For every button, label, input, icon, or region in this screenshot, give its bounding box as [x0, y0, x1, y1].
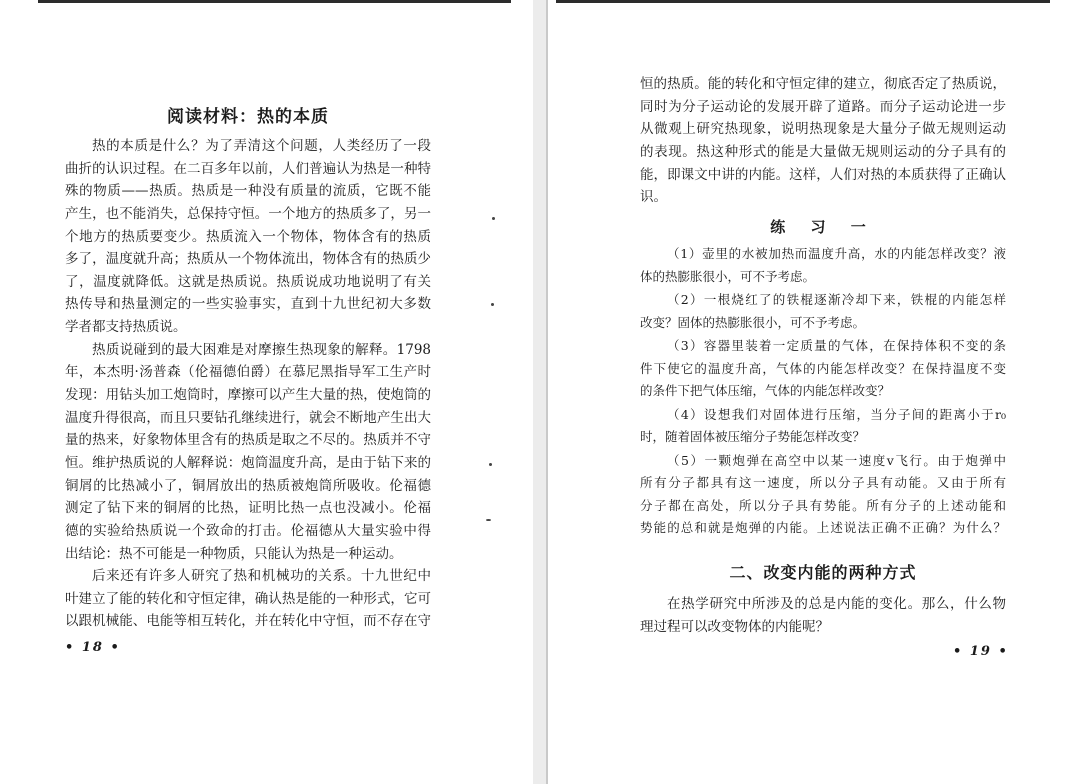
scan-speck: [489, 463, 492, 466]
text-line: 同时为分子运动论的发展开辟了道路。而分子运动论进一步: [640, 98, 1006, 115]
text-line: 从微观上研究热现象，说明热现象是大量分子做无规则运动: [640, 121, 1006, 138]
text-line: 热传导和热量测定的一些实验事实，直到十九世纪初大多数: [65, 296, 431, 313]
text-line: 识。: [640, 189, 667, 206]
exercise-list: [640, 243, 1006, 540]
reading-material-continued: [640, 73, 1006, 209]
text-line: 出结论：热不可能是一种物质，只能认为热是一种运动。: [65, 545, 403, 562]
reading-material-body: [65, 135, 431, 633]
top-edge-right: [556, 0, 1050, 3]
text-line: 殊的物质——热质。热质是一种没有质量的流质，它既不能: [65, 183, 431, 200]
exercise-line: 所有分子都具有这一速度，所以分子具有动能。又由于所有: [640, 475, 1006, 490]
text-line: 个地方的热质要变少。热质流入一个物体，物体含有的热质: [65, 228, 431, 245]
text-line: 学者都支持热质说。: [65, 319, 187, 336]
text-line: 曲折的认识过程。在二百多年以前，人们普遍认为热是一种特: [65, 160, 431, 177]
reading-material-title: 阅读材料：热的本质: [167, 107, 329, 127]
text-line: 了，温度就降低。这就是热质说。热质说成功地说明了有关: [65, 273, 431, 290]
text-line: 产生，也不能消失，总保持守恒。一个地方的热质多了，另一: [65, 205, 431, 222]
text-line: 恒的热质。能的转化和守恒定律的建立，彻底否定了热质说，: [640, 76, 1006, 92]
text-line: 后来还有许多人研究了热和机械功的关系。十九世纪中: [92, 568, 431, 585]
text-line: 理过程可以改变物体的内能呢？: [640, 618, 829, 635]
text-line: 的表现。热这种形式的能是大量做无规则运动的分子具有的: [640, 143, 1006, 160]
exercise-line: （1）壶里的水被加热而温度升高，水的内能怎样改变？液: [667, 246, 1006, 261]
scan-speck: [491, 303, 494, 306]
chapter-intro: [640, 593, 1006, 638]
text-line: 叶建立了能的转化和守恒定律，确认热是能的一种形式，它可: [65, 590, 431, 607]
exercise-line: 分子都在高处，所以分子具有势能。所有分子的上述动能和: [640, 497, 1006, 513]
page-number-right: • 19 •: [953, 644, 1009, 659]
exercise-line: 的条件下把气体压缩，气体的内能怎样改变？: [640, 383, 891, 398]
exercise-line: 时，随着固体被压缩分子势能怎样改变？: [640, 429, 866, 444]
exercise-line: （4）设想我们对固体进行压缩，当分子间的距离小于r₀: [667, 406, 1006, 422]
text-line: 以跟机械能、电能等相互转化，并在转化中守恒，而不存在守: [65, 613, 431, 630]
text-line: 发现：用钻头加工炮筒时，摩擦可以产生大量的热，使炮筒的: [65, 387, 431, 404]
text-line: 铜屑的比热减小了，铜屑放出的热质被炮筒所吸收。伦福德: [65, 477, 431, 494]
exercise-line: 势能的总和就是炮弹的内能。上述说法正确不正确？为什么？: [640, 520, 1006, 535]
text-line: 量的热来，好象物体里含有的热质是取之不尽的。热质并不守: [65, 432, 431, 449]
exercise-line: 改变？固体的热膨胀很小，可不予考虑。: [640, 314, 866, 330]
exercise-line: （5）一颗炮弹在高空中以某一速度v飞行。由于炮弹中: [667, 452, 1006, 468]
text-line: 多了，温度就升高；热质从一个物体流出，物体含有的热质少: [65, 251, 431, 268]
top-edge-left: [38, 0, 511, 3]
exercise-line: 件下使它的温度升高，气体的内能怎样改变？在保持温度不变: [640, 360, 1006, 376]
text-line: 能，即课文中讲的内能。这样，人们对热的本质获得了正确认: [640, 166, 1006, 183]
text-line: 热的本质是什么？为了弄清这个问题，人类经历了一段: [92, 138, 431, 154]
gutter-fold-line: [546, 0, 548, 784]
exercise-title: 练 习 一: [770, 218, 876, 236]
page-number-left: • 18 •: [65, 640, 121, 655]
book-gutter: [533, 0, 547, 784]
chapter-heading: 二、改变内能的两种方式: [729, 563, 917, 582]
exercise-line: （2）一根烧红了的铁棍逐渐冷却下来，铁棍的内能怎样: [667, 292, 1006, 307]
text-line: 热质说碰到的最大困难是对摩擦生热现象的解释。1798: [92, 341, 431, 358]
scan-speck: [492, 217, 495, 220]
text-line: 德的实验给热质说一个致命的打击。伦福德从大量实验中得: [65, 522, 431, 539]
text-line: 年，本杰明·汤普森（伦福德伯爵）在慕尼黑指导军工生产时: [65, 364, 431, 381]
text-line: 温度升得很高，而且只要钻孔继续进行，就会不断地产生出大: [65, 409, 431, 426]
exercise-line: 体的热膨胀很小，可不予考虑。: [640, 268, 816, 284]
scan-speck: [486, 519, 491, 521]
text-line: 恒。维护热质说的人解释说：炮筒温度升高，是由于钻下来的: [65, 454, 431, 471]
text-line: 测定了钻下来的铜屑的比热，证明比热一点也没减小。伦福: [65, 500, 431, 517]
exercise-line: （3）容器里装着一定质量的气体，在保持体积不变的条: [667, 338, 1006, 353]
text-line: 在热学研究中所涉及的总是内能的变化。那么，什么物: [667, 596, 1006, 612]
